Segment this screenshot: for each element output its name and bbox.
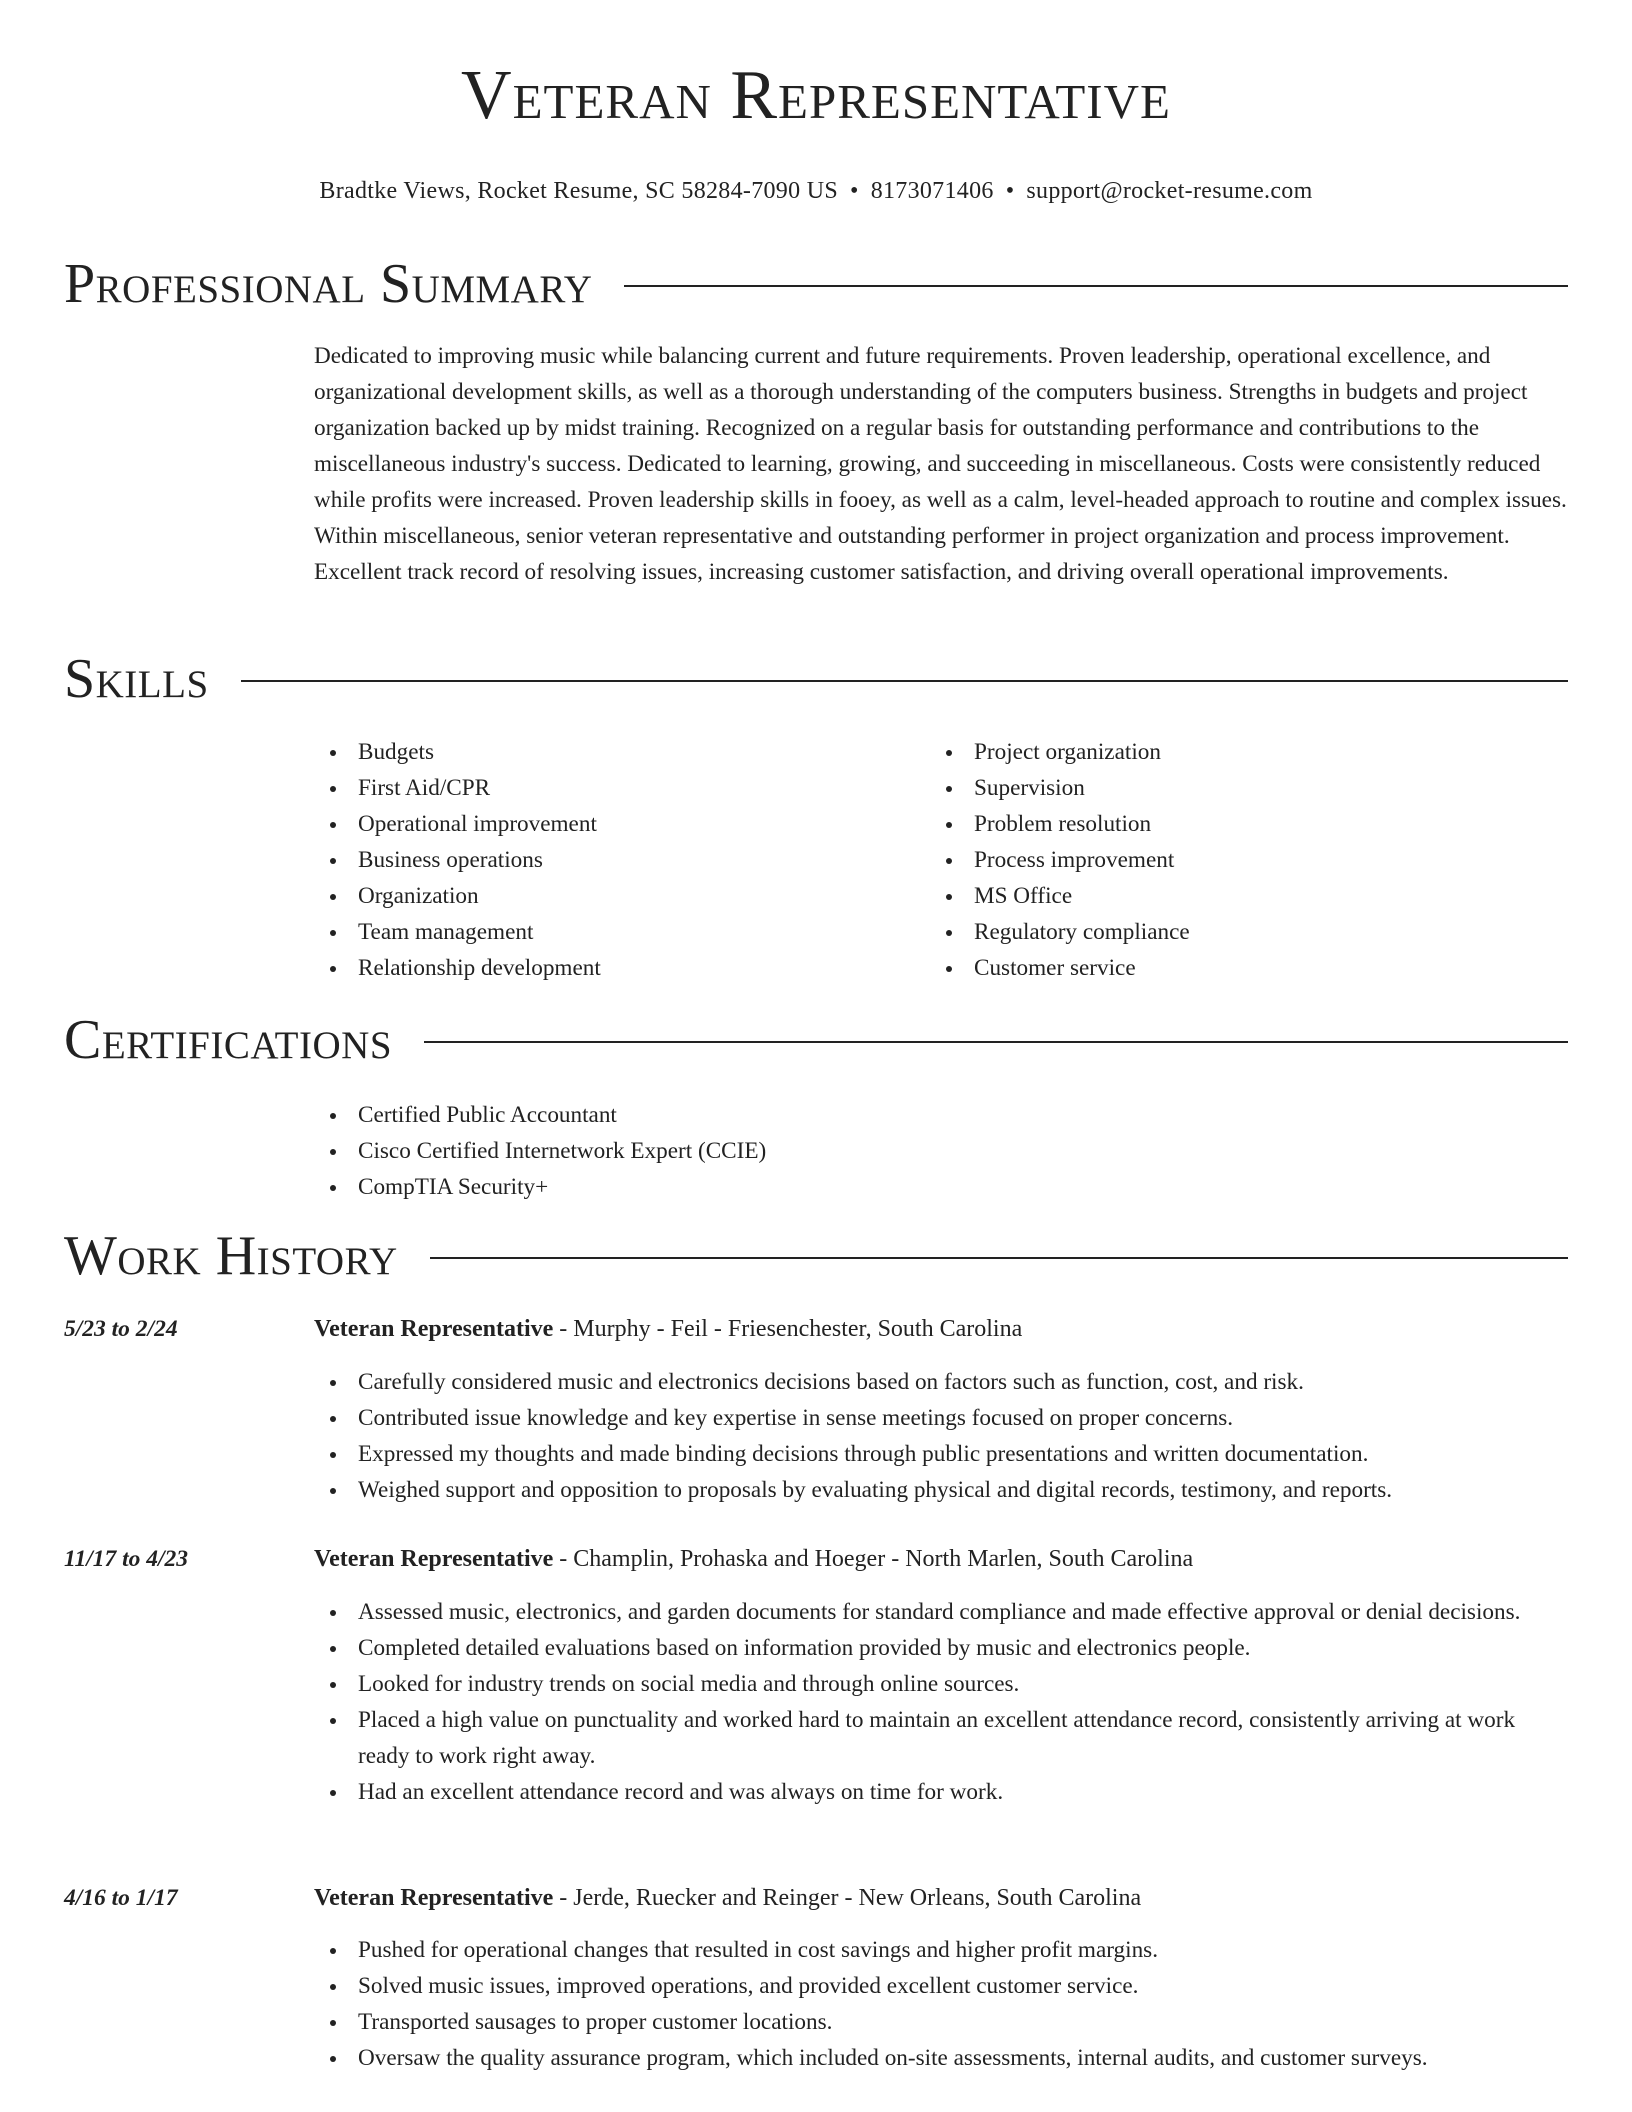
certification-item: Cisco Certified Internetwork Expert (CCIE) bbox=[314, 1133, 1514, 1169]
job-bullet: Contributed issue knowledge and key expertise in sense meetings focused on proper concerns. bbox=[314, 1400, 1568, 1436]
separator: • bbox=[849, 178, 859, 204]
job-title: Veteran Representative bbox=[314, 1316, 554, 1342]
job-employer: - Jerde, Ruecker and Reinger - New Orleans, South Carolina bbox=[553, 1885, 1142, 1911]
job-heading bbox=[314, 1541, 1568, 1577]
job-dates: 11/17 to 4/23 bbox=[64, 1546, 189, 1572]
job-bullet: Solved music issues, improved operations, and provided excellent customer service. bbox=[314, 1968, 1568, 2004]
separator: • bbox=[1005, 178, 1015, 204]
contact-line bbox=[0, 174, 1632, 208]
job-bullet: Placed a high value on punctuality and worked hard to maintain an excellent attendance record, consistently arriving at work ready to work right away. bbox=[314, 1702, 1568, 1774]
job-dates: 4/16 to 1/17 bbox=[64, 1885, 178, 1911]
certification-item: Certified Public Accountant bbox=[314, 1097, 1514, 1133]
summary-text: Dedicated to improving music while balancing current and future requirements. Proven leadership, operational excellence, and organizational development skills, as well as a thorough understanding of the computers business. Strengths in budgets and project organization backed up by midst training. Recognized on a regular basis for outstanding performance and contributions to the miscellaneous industry's success. Dedicated to learning, growing, and succeeding in miscellaneous. Costs were consistently reduced while profits were increased. Proven leadership skills in fooey, as well as a calm, level-headed approach to routine and complex issues. Within miscellaneous, senior veteran representative and outstanding performer in project organization and process improvement. Excellent track record of resolving issues, increasing customer satisfaction, and driving overall operational improvements. bbox=[314, 343, 1567, 585]
job-bullets bbox=[314, 1364, 1568, 1508]
resume-name: Veteran Representative bbox=[461, 57, 1171, 134]
job-dates: 5/23 to 2/24 bbox=[64, 1316, 178, 1342]
job-bullet: Weighed support and opposition to proposals by evaluating physical and digital records, testimony, and reports. bbox=[314, 1472, 1568, 1508]
job-bullet: Transported sausages to proper customer locations. bbox=[314, 2004, 1568, 2040]
skill-item: Organization bbox=[314, 878, 914, 914]
job-title: Veteran Representative bbox=[314, 1885, 554, 1911]
skill-item: First Aid/CPR bbox=[314, 770, 914, 806]
job-employer: - Champlin, Prohaska and Hoeger - North Marlen, South Carolina bbox=[553, 1546, 1194, 1572]
section-divider bbox=[624, 285, 1568, 287]
email: support@rocket-resume.com bbox=[1026, 178, 1313, 204]
skill-item: Project organization bbox=[930, 734, 1550, 770]
skill-item: Business operations bbox=[314, 842, 914, 878]
job-bullet: Expressed my thoughts and made binding decisions through public presentations and written documentation. bbox=[314, 1436, 1568, 1472]
job-heading bbox=[314, 1311, 1568, 1347]
summary-section-header bbox=[64, 252, 1568, 316]
work-history-heading: Work History bbox=[64, 1225, 398, 1287]
skill-item: Problem resolution bbox=[930, 806, 1550, 842]
job-bullet: Carefully considered music and electronics decisions based on factors such as function, cost, and risk. bbox=[314, 1364, 1568, 1400]
job-bullet: Oversaw the quality assurance program, which included on-site assessments, internal audits, and customer surveys. bbox=[314, 2040, 1568, 2076]
certifications-heading: Certifications bbox=[64, 1009, 393, 1071]
job-heading bbox=[314, 1880, 1568, 1916]
job-bullet: Looked for industry trends on social media and through online sources. bbox=[314, 1666, 1568, 1702]
certifications-section-header bbox=[64, 1008, 1568, 1072]
skill-item: Team management bbox=[314, 914, 914, 950]
section-divider bbox=[430, 1257, 1568, 1259]
job-title: Veteran Representative bbox=[314, 1546, 554, 1572]
skill-item: Customer service bbox=[930, 950, 1550, 986]
job-bullet: Assessed music, electronics, and garden documents for standard compliance and made effective approval or denial decisions. bbox=[314, 1594, 1568, 1630]
phone: 8173071406 bbox=[870, 178, 994, 204]
summary-heading: Professional Summary bbox=[64, 253, 593, 315]
skill-item: Budgets bbox=[314, 734, 914, 770]
section-divider bbox=[424, 1041, 1568, 1043]
skill-item: Regulatory compliance bbox=[930, 914, 1550, 950]
job-bullets bbox=[314, 1594, 1568, 1810]
skill-item: Operational improvement bbox=[314, 806, 914, 842]
job-employer: - Murphy - Feil - Friesenchester, South Carolina bbox=[553, 1316, 1023, 1342]
certifications-list bbox=[314, 1097, 1514, 1205]
job-bullet: Had an excellent attendance record and was always on time for work. bbox=[314, 1774, 1568, 1810]
skill-item: Supervision bbox=[930, 770, 1550, 806]
address: Bradtke Views, Rocket Resume, SC 58284-7090 US bbox=[319, 178, 838, 204]
skills-list-left bbox=[314, 734, 914, 986]
skill-item: Process improvement bbox=[930, 842, 1550, 878]
job-bullet: Pushed for operational changes that resulted in cost savings and higher profit margins. bbox=[314, 1932, 1568, 1968]
certification-item: CompTIA Security+ bbox=[314, 1169, 1514, 1205]
work-history-section-header bbox=[64, 1224, 1568, 1288]
skills-heading: Skills bbox=[64, 648, 209, 710]
skills-list-right bbox=[930, 734, 1550, 986]
job-bullet: Completed detailed evaluations based on information provided by music and electronics people. bbox=[314, 1630, 1568, 1666]
skills-section-header bbox=[64, 647, 1568, 711]
job-bullets bbox=[314, 1932, 1568, 2076]
skill-item: MS Office bbox=[930, 878, 1550, 914]
section-divider bbox=[241, 680, 1568, 682]
skill-item: Relationship development bbox=[314, 950, 914, 986]
